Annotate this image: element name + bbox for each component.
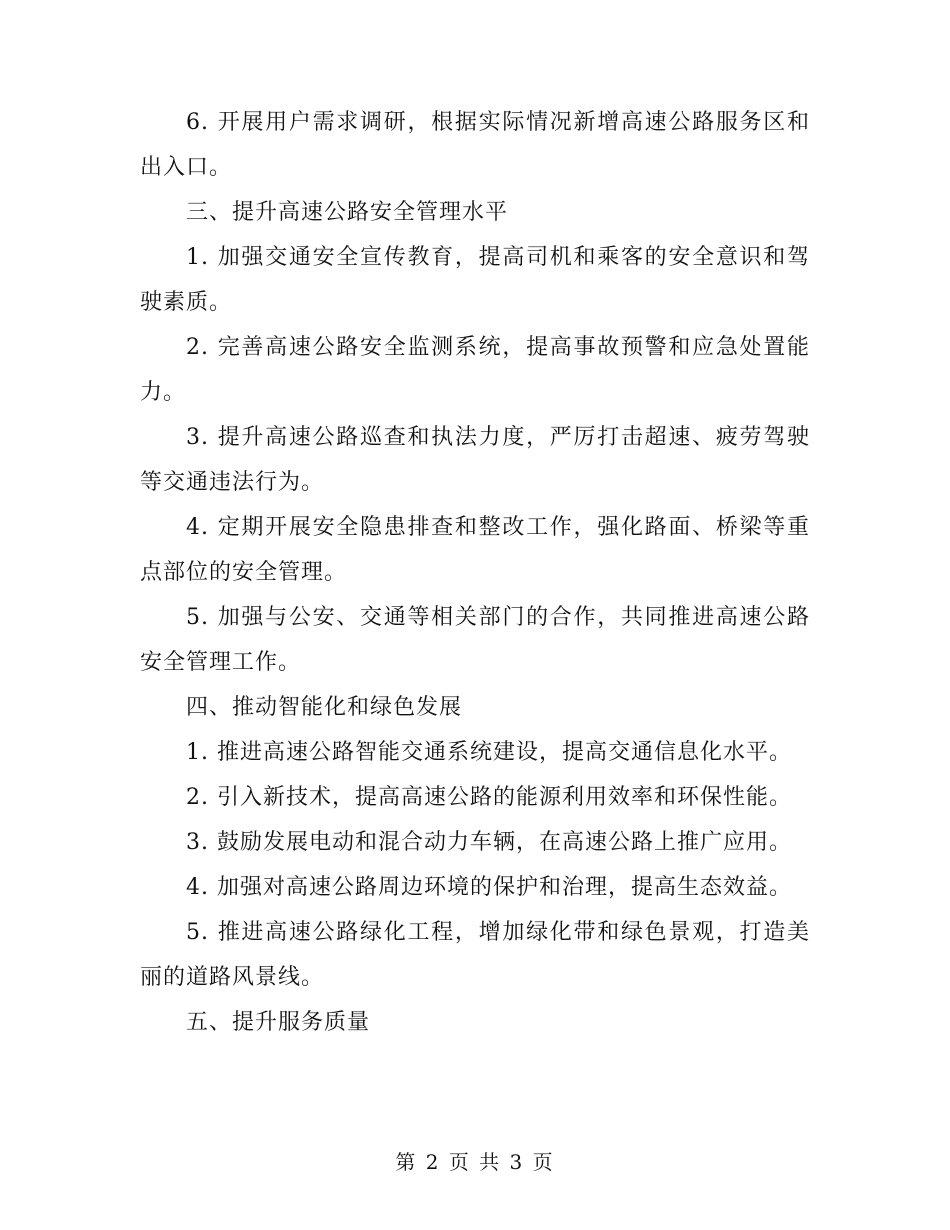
list-item: 5. 推进高速公路绿化工程，增加绿化带和绿色景观，打造美丽的道路风景线。 <box>140 920 810 990</box>
list-item: 4. 定期开展安全隐患排查和整改工作，强化路面、桥梁等重点部位的安全管理。 <box>140 515 810 585</box>
list-item: 3. 鼓励发展电动和混合动力车辆，在高速公路上推广应用。 <box>186 830 792 855</box>
page-number-footer: 第 2 页 共 3 页 <box>395 1150 555 1174</box>
section-heading: 三、提升高速公路安全管理水平 <box>186 200 509 225</box>
list-item: 4. 加强对高速公路周边环境的保护和治理，提高生态效益。 <box>186 875 792 900</box>
document-body <box>140 100 810 1045</box>
list-item: 2. 完善高速公路安全监测系统，提高事故预警和应急处置能力。 <box>140 335 810 405</box>
list-item: 1. 推进高速公路智能交通系统建设，提高交通信息化水平。 <box>186 740 792 765</box>
section-heading: 五、提升服务质量 <box>186 1010 371 1035</box>
list-item: 5. 加强与公安、交通等相关部门的合作，共同推进高速公路安全管理工作。 <box>140 605 810 675</box>
list-item: 1. 加强交通安全宣传教育，提高司机和乘客的安全意识和驾驶素质。 <box>140 245 810 315</box>
list-item: 6. 开展用户需求调研，根据实际情况新增高速公路服务区和出入口。 <box>140 110 810 180</box>
list-item: 3. 提升高速公路巡查和执法力度，严厉打击超速、疲劳驾驶等交通违法行为。 <box>140 425 810 495</box>
list-item: 2. 引入新技术，提高高速公路的能源利用效率和环保性能。 <box>186 785 792 810</box>
section-heading: 四、推动智能化和绿色发展 <box>186 695 463 720</box>
